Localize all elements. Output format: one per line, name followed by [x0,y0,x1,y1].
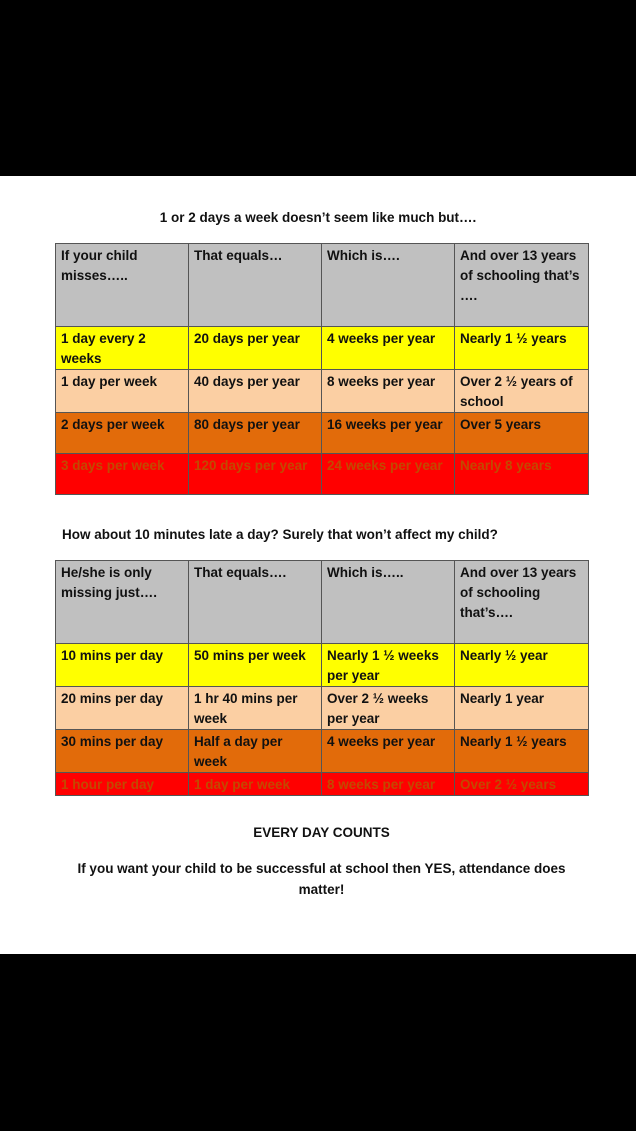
table-cell: 1 hour per day [56,773,189,796]
table-cell: 20 mins per day [56,687,189,730]
table-row [56,730,589,773]
header-cell: Which is…. [322,244,455,327]
table-cell: Over 2 ½ years of school [455,370,589,413]
header-cell: And over 13 years of schooling that’s…. [455,561,589,644]
header-cell: That equals…. [189,561,322,644]
table-row [56,413,589,454]
table-cell: 24 weeks per year [322,454,455,495]
table-header-row [56,561,589,644]
table-cell: Nearly ½ year [455,644,589,687]
document-page [0,176,636,954]
attendance-message: If you want your child to be successful at school then YES, attendance does matter! [77,861,566,897]
table-cell: 20 days per year [189,327,322,370]
table-cell: Nearly 1 ½ years [455,730,589,773]
table-cell: 120 days per year [189,454,322,495]
table1-title: 1 or 2 days a week doesn’t seem like much but…. [159,210,477,225]
table-cell: 30 mins per day [56,730,189,773]
table-cell: 40 days per year [189,370,322,413]
table-cell: 10 mins per day [56,644,189,687]
table-cell: 1 hr 40 mins per week [189,687,322,730]
table-cell: 1 day every 2 weeks [56,327,189,370]
header-cell: That equals… [189,244,322,327]
table-cell: 1 day per week [189,773,322,796]
table-cell: 2 days per week [56,413,189,454]
every-day-counts-tagline: EVERY DAY COUNTS [253,825,390,840]
header-cell: He/she is only missing just…. [56,561,189,644]
lateness-table [55,560,589,796]
table-cell: 80 days per year [189,413,322,454]
table-cell: Nearly 8 years [455,454,589,495]
table-cell: 4 weeks per year [322,730,455,773]
table-cell: Nearly 1 ½ years [455,327,589,370]
table-row [56,327,589,370]
header-cell: Which is….. [322,561,455,644]
table-cell: Over 5 years [455,413,589,454]
table-cell: 3 days per week [56,454,189,495]
table-cell: Over 2 ½ weeks per year [322,687,455,730]
absence-days-table [55,243,589,495]
table-cell: 4 weeks per year [322,327,455,370]
table-row [56,454,589,495]
table-row [56,644,589,687]
table-row [56,687,589,730]
table-row [56,370,589,413]
table-cell: 1 day per week [56,370,189,413]
table-cell: 8 weeks per year [322,370,455,413]
table-cell: 50 mins per week [189,644,322,687]
header-cell: If your child misses….. [56,244,189,327]
header-cell: And over 13 years of schooling that’s …. [455,244,589,327]
table-cell: 8 weeks per year [322,773,455,796]
table-cell: Over 2 ½ years [455,773,589,796]
table-cell: 16 weeks per year [322,413,455,454]
table-cell: Half a day per week [189,730,322,773]
table-cell: Nearly 1 year [455,687,589,730]
table-header-row [56,244,589,327]
table-cell: Nearly 1 ½ weeks per year [322,644,455,687]
table2-title: How about 10 minutes late a day? Surely that won’t affect my child? [62,527,498,542]
table-row [56,773,589,796]
